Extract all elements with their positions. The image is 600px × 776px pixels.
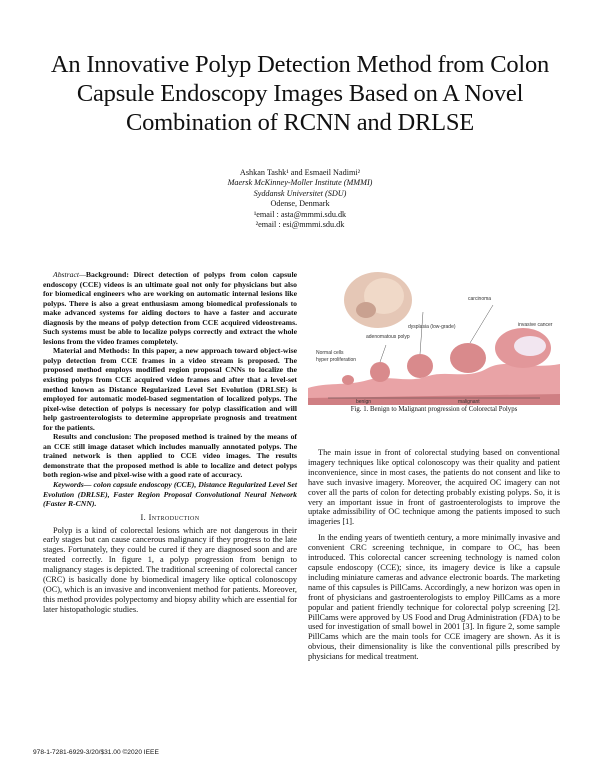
label-benign: benign: [356, 399, 372, 405]
author-city: Odense, Denmark: [270, 199, 330, 209]
keywords: Keywords— colon capsule endoscopy (CCE), Distance Regularized Level Set Evolution (DRLSE), Faster Region Proposal Convolutional Neural Network (Faster R-CNN).: [43, 480, 297, 509]
copyright-footer: 978-1-7281-6929-3/20/$31.00 ©2020 IEEE: [33, 749, 159, 756]
label-adenomatous: adenomatous polyp: [366, 334, 410, 340]
right-paragraph-2: In the ending years of twentieth century, a more minimally invasive and convenient CRC screening technique, in compare to OC, has been introduced. This colorectal cancer screening technology is named colon capsule endoscopy (CCE); since, its imagery device is like a capsule including miniature cameras and advance electronic boards. The marketing name of this capsules is PillCams. Accordingly, a new horizon was open in front of physicians and gastroenterologists to employ PillCams as a more popular and patient friendly technique for colorectal polyp screening [2]. PillCams were approved by US Food and Drug Administration (FDA) to be used for investigation of small bowel in 2001 [3]. In figure 2, some sample PillCams which are the main tools for CCE imagery are shown. As it is obvious, their dimensionality is like the conventional pills prescribed by physicians for medical treatment.: [308, 533, 560, 662]
author-institute: Maersk McKinney-Moller Institute (MMMI): [227, 178, 373, 188]
label-invasive: invasive cancer: [518, 322, 553, 328]
author-block: [150, 168, 450, 230]
intro-paragraph-1: Polyp is a kind of colorectal lesions which are not dangerous in their early stages but can cause cancerous malignancy if they progress to the late stages. Fortunately, they could be cured if they are diagnosed soon and are treated correctly. In figure 1, a polyp progression from benign to malignancy stages is depicted. The traditional screening of colorectal cancer (CRC) is basically done by biomedical imagery like optical colonoscopy (OC), which is an invasive and inconvenient method for patients. Moreover, this method provides polypectomy and biopsy ability which are essential for later histopathologic studies.: [43, 525, 297, 614]
abstract-background-text: Background: Direct detection of polyps from colon capsule endoscopy (CCE) videos is an ultimate goal not only for physicians but also for biomedical engineers who are working on automatic internal lesions like polyps. There is also a great enthusiasm among biomedical professionals to make advanced systems for aiding doctors to have a faster and accurate diagnosis by the means of polyp detection from CCE acquired videostreams. Such systems must be able to localize polyps correctly and extract the whole lesions from the video frames completely.: [43, 270, 297, 346]
figure-caption: Fig. 1. Benign to Malignant progression of Colorectal Polyps: [350, 406, 518, 413]
author-email-2: ²email : esi@mmmi.sdu.dk: [255, 220, 345, 230]
right-column: [308, 448, 560, 668]
paper-title: An Innovative Polyp Detection Method from Colon Capsule Endoscopy Images Based on A Novel Combination of RCNN and DRLSE: [50, 51, 550, 136]
label-normal: Normal cells: [316, 350, 344, 356]
section-heading-introduction: I. Introduction: [140, 512, 200, 522]
label-carcinoma: carcinoma: [468, 296, 492, 302]
author-email-1: ¹email : asta@mmmi.sdu.dk: [253, 209, 347, 219]
left-column: [43, 270, 297, 615]
label-malignant: malignant: [458, 399, 480, 405]
figure-polyp-progression: [308, 270, 560, 405]
abstract-methods: Material and Methods: In this paper, a new approach toward object-wise polyp detection from CCE frames in a video stream is proposed. The proposed method employs modified region proposal CNNs to localize the existing polyps from CCE acquired video frames and after that a level-set method known as Distance Regularized Level Set Evolution (DRLSE) is employed for automatic model-based segmentation of localized polyps. The pixel-wise detection of polyps is necessary for polyp classification and will help gastroenterologists to determine appropriate prognosis and treatment for the patients.: [43, 346, 297, 432]
label-dysplasia: dysplasia (low-grade): [408, 324, 456, 330]
author-university: Syddansk Universitet (SDU): [253, 188, 347, 198]
abstract: [43, 270, 297, 480]
abstract-background: [43, 270, 297, 346]
right-paragraph-1: The main issue in front of colorectal studying based on conventional imagery techniques like optical colonoscopy was their quality and patient inconvenience, since in most cases, the patients do not consent and like to have such invasive imagery. Moreover, the acquired OC imagery can not cover all the parts of colon for detecting probably existing polyps. So, it is very an important issue in front of gastroenterologists to improve the uptake admissibility of OC technique among the patients imposed to such imageries [1].: [308, 448, 560, 527]
polyp-progression-illustration: [308, 270, 560, 405]
abstract-lead: Abstract—: [53, 270, 86, 279]
label-hyper: hyper proliferation: [316, 357, 357, 363]
author-names: Ashkan Tashk¹ and Esmaeil Nadimi²: [239, 168, 361, 177]
abstract-results: Results and conclusion: The proposed method is trained by the means of an CCE still image dataset which includes manually annotated polyps. The trained network is then applied to CCE video images. The results demonstrate that the proposed method is able to localize and detect polyps both region-wise and pixel-wise with a good rate of accuracy.: [43, 432, 297, 480]
